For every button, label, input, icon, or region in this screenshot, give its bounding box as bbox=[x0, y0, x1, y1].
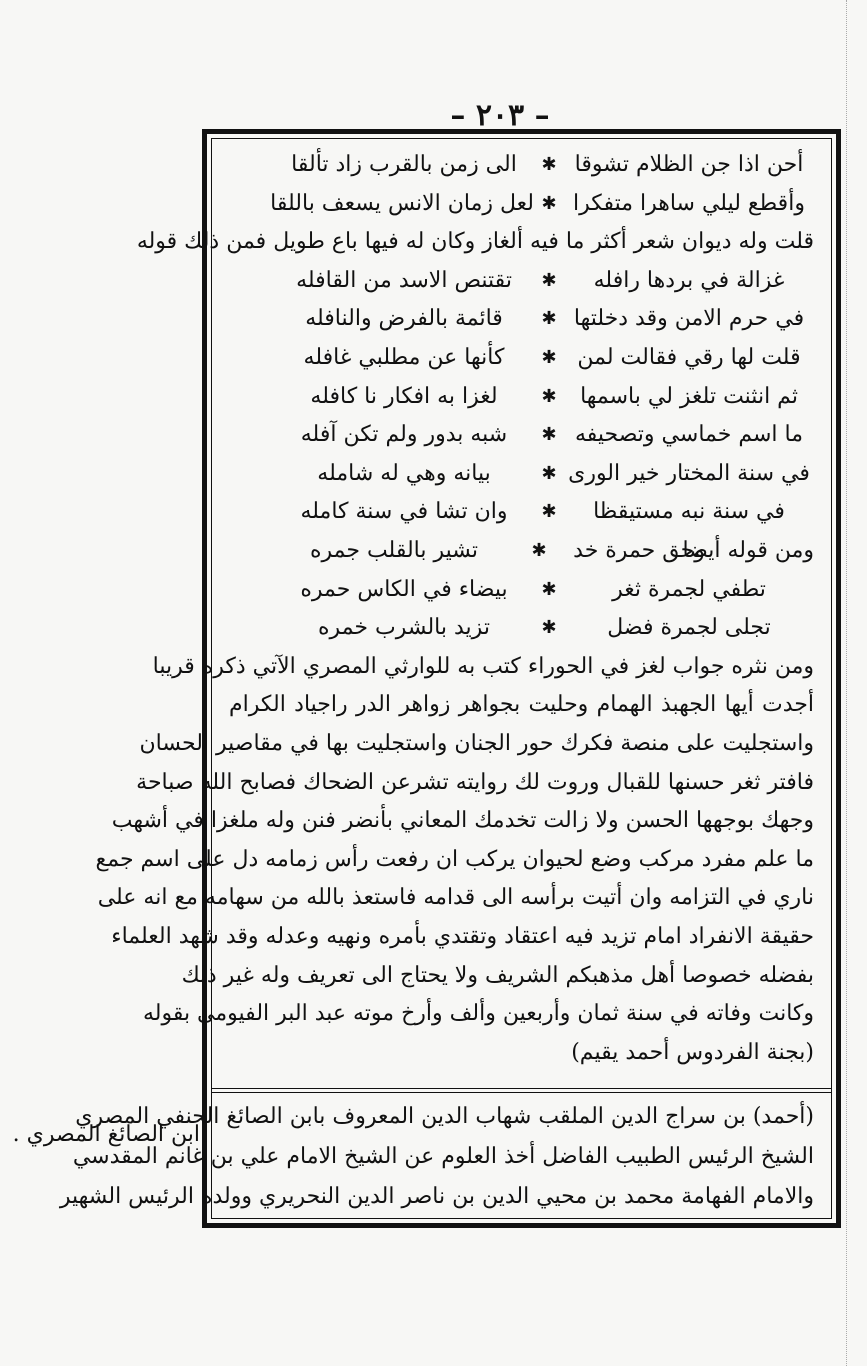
verse-line bbox=[229, 611, 814, 645]
verse-hemistich-first: ثم انثنت تلغز لي باسمها bbox=[580, 383, 798, 409]
verse-hemistich-first: في سنة المختار خير الورى bbox=[568, 460, 810, 486]
verse-separator-icon: ✱ bbox=[531, 540, 547, 561]
verse-separator-icon: ✱ bbox=[541, 269, 557, 291]
verse-separator-icon: ✱ bbox=[541, 578, 557, 600]
verse-hemistich-first: تطفي لجمرة ثغر bbox=[612, 576, 766, 602]
prose-line: والامام الفهامة محمد بن محيي الدين بن ناصر الدين النحريري وولده الرئيس الشهير bbox=[59, 1184, 814, 1209]
verse-hemistich-second: تقتنص الاسد من القافله bbox=[296, 267, 512, 293]
verse-hemistich-second: الى زمن بالقرب زاد تألقا bbox=[291, 152, 517, 177]
verse-separator-icon: ✱ bbox=[541, 154, 557, 175]
verse-line bbox=[229, 534, 814, 568]
verse-line bbox=[229, 187, 814, 221]
verse-line bbox=[229, 302, 814, 336]
verse-hemistich-second: تزيد بالشرب خمره bbox=[318, 615, 490, 641]
prose-line: أجدت أيها الجهبذ الهمام وحليت بجواهر زواهر الدر راجياد الكرام bbox=[229, 692, 814, 718]
prose-line: فافتر ثغر حسنها للقبال وروت لك روايته تشرعن الضحاك فصابح الله صباحة bbox=[136, 769, 814, 795]
prose-line: وجهك بوجهها الحسن ولا زالت تخدمك المعاني بأنضر فنن وله ملغزا في أشهب bbox=[111, 808, 814, 834]
verse-separator-icon: ✱ bbox=[541, 192, 557, 214]
verse-hemistich-first: في حرم الامن وقد دخلتها bbox=[573, 306, 805, 332]
prose-line: ما علم مفرد مركب وضع لحيوان يركب ان رفعت رأس زمامه دل على اسم جمع bbox=[95, 846, 814, 872]
verse-hemistich-first: وحق حمرة خد bbox=[573, 538, 705, 563]
verse-hemistich-first: وأقطع ليلي ساهرا متفكرا bbox=[573, 190, 805, 216]
verse-line bbox=[229, 341, 814, 375]
verse-line bbox=[229, 148, 814, 182]
verse-separator-icon: ✱ bbox=[541, 424, 557, 446]
verse-hemistich-first: تجلى لجمرة فضل bbox=[607, 615, 771, 641]
verse-separator-icon: ✱ bbox=[541, 308, 557, 330]
verse-hemistich-first: في سنة نبه مستيقظا bbox=[593, 499, 785, 525]
verse-line bbox=[229, 573, 814, 607]
page-number: – ٢٠٣ – bbox=[450, 98, 550, 133]
prose-line-short: (بجنة الفردوس أحمد يقيم) bbox=[571, 1039, 814, 1065]
margin-note: ابن الصائغ المصري . bbox=[12, 1122, 200, 1147]
prose-line: ناري في التزامه وان أتيت برأسه الى قدامه فاستعذ بالله من سهامه مع انه على bbox=[97, 885, 814, 911]
verse-hemistich-first: غزالة في بردها رافله bbox=[593, 267, 785, 293]
verse-line bbox=[229, 380, 814, 414]
verse-line bbox=[229, 495, 814, 529]
verse-hemistich-second: قائمة بالفرض والنافله bbox=[305, 306, 503, 332]
verse-hemistich-second: بيانه وهي له شامله bbox=[317, 460, 491, 486]
verse-separator-icon: ✱ bbox=[541, 462, 557, 484]
prose-line: الشيخ الرئيس الطبيب الفاضل أخذ العلوم عن الشيخ الامام علي بن غانم المقدسي bbox=[72, 1144, 814, 1169]
verse-line bbox=[229, 457, 814, 491]
verse-separator-icon: ✱ bbox=[541, 501, 557, 523]
prose-line: وكانت وفاته في سنة ثمان وأربعين وألف وأرخ موته عبد البر الفيومي بقوله bbox=[142, 1001, 814, 1027]
prose-line: بفضله خصوصا أهل مذهبكم الشريف ولا يحتاج الى تعريف وله غير ذلك bbox=[181, 962, 814, 988]
verse-separator-icon: ✱ bbox=[541, 347, 557, 368]
page-edge-rule bbox=[846, 0, 848, 1366]
verse-hemistich-second: شبه بدور ولم تكن آفله bbox=[300, 422, 508, 448]
verse-separator-icon: ✱ bbox=[541, 385, 557, 407]
prose-line: ومن نثره جواب لغز في الحوراء كتب به للوارثي المصري الآتي ذكره قريبا bbox=[152, 653, 814, 679]
verse-hemistich-second: وان تشا في سنة كامله bbox=[300, 499, 508, 525]
verse-separator-icon: ✱ bbox=[541, 617, 557, 639]
verse-line bbox=[229, 264, 814, 298]
verse-line bbox=[229, 418, 814, 452]
verse-hemistich-first: أحن اذا جن الظلام تشوقا bbox=[574, 152, 804, 177]
verse-hemistich-second: لغزا به افكار نا كافله bbox=[310, 383, 498, 409]
verse-hemistich-second: لعل زمان الانس يسعف باللقا bbox=[270, 190, 534, 216]
verse-hemistich-first: قلت لها رقي فقالت لمن bbox=[577, 345, 801, 370]
verse-hemistich-second: تشير بالقلب جمره bbox=[309, 538, 479, 563]
verse-hemistich-second: كأنها عن مطلبي غافله bbox=[303, 345, 505, 370]
prose-line: (أحمد) بن سراج الدين الملقب شهاب الدين المعروف بابن الصائغ الحنفي المصري bbox=[75, 1104, 814, 1129]
verse-hemistich-second: بيضاء في الكاس حمره bbox=[300, 576, 508, 602]
verse-intro: ومن قوله أيضا bbox=[682, 538, 814, 563]
verse-hemistich-first: ما اسم خماسي وتصحيفه bbox=[574, 422, 804, 448]
prose-line: واستجليت على منصة فكرك حور الجنان واستجليت بها في مقاصير الحسان bbox=[139, 731, 814, 756]
section-divider bbox=[211, 1088, 832, 1093]
prose-line: حقيقة الانفراد امام تزيد فيه اعتقاد وتقتدي بأمره ونهيه وعدله وقد شهد العلماء bbox=[111, 924, 814, 949]
prose-line: قلت وله ديوان شعر أكثر ما فيه ألغاز وكان له فيها باع طويل فمن ذلك قوله bbox=[136, 229, 814, 255]
